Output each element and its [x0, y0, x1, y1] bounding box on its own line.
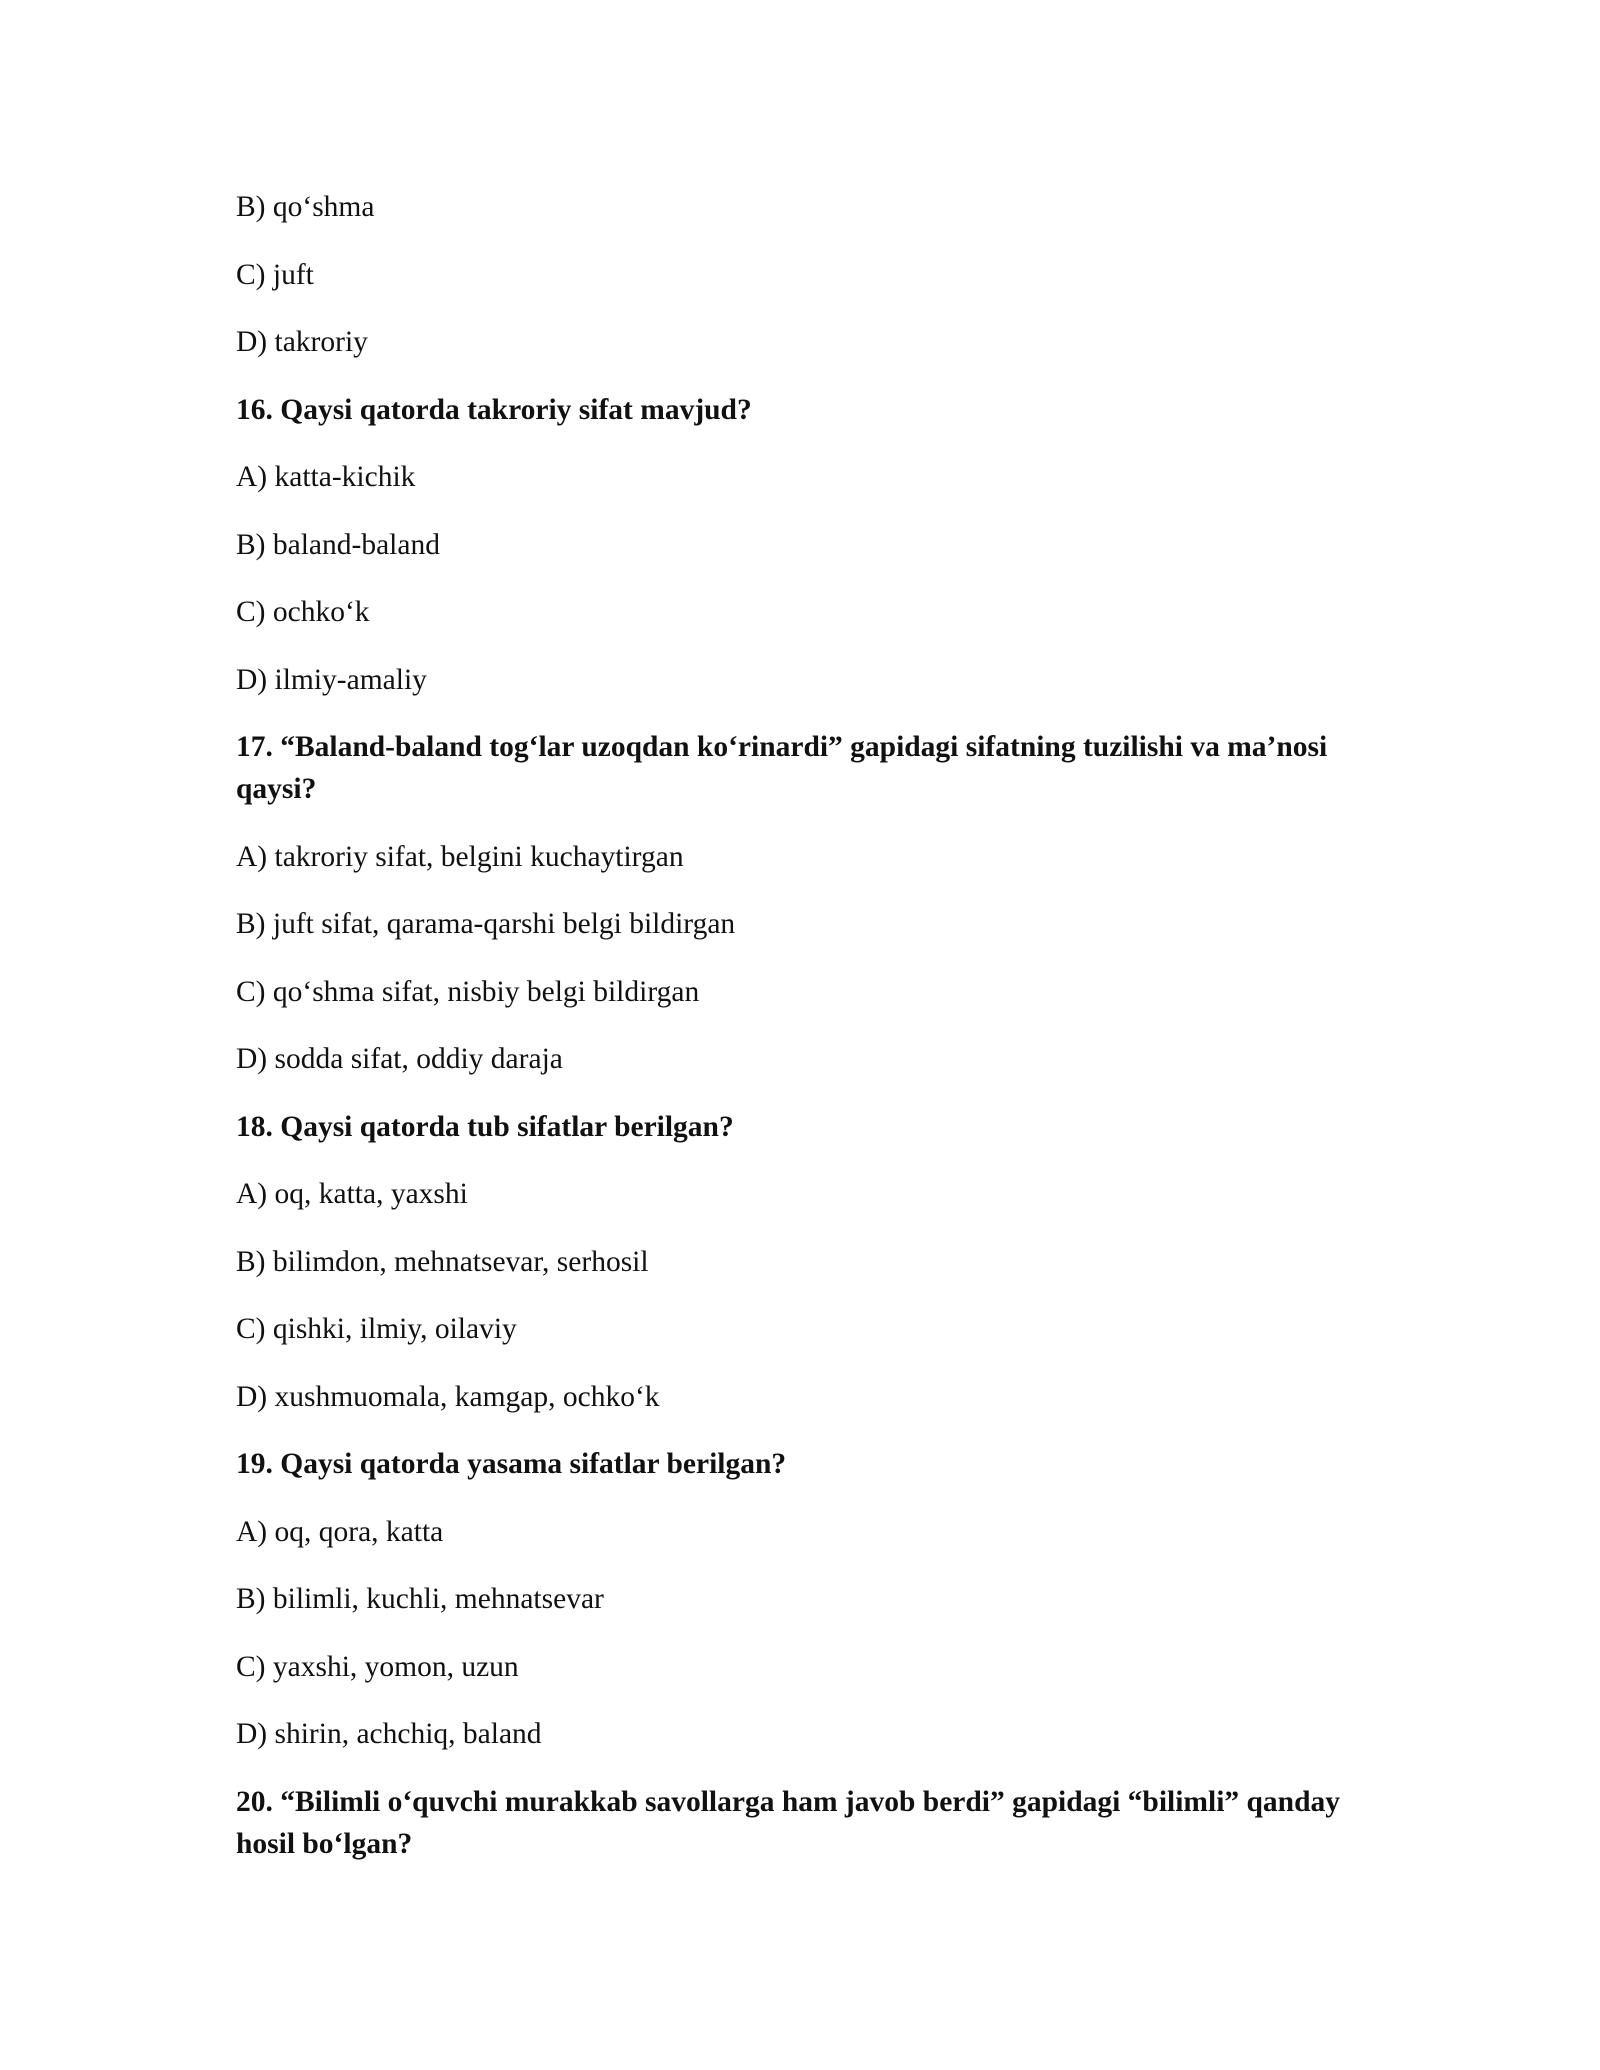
- answer-option-18b: B) bilimdon, mehnatsevar, serhosil: [236, 1245, 649, 1278]
- answer-option-19c: C) yaxshi, yomon, uzun: [236, 1650, 519, 1683]
- answer-option-18d: D) xushmuomala, kamgap, ochko‘k: [236, 1380, 660, 1413]
- question-20: 20. “Bilimli o‘quvchi murakkab savollarga ham javob berdi” gapidagi “bilimli” qanday hosil bo‘lgan?: [236, 1785, 1348, 1860]
- question-16: 16. Qaysi qatorda takroriy sifat mavjud?: [236, 393, 752, 426]
- answer-option-18c: C) qishki, ilmiy, oilaviy: [236, 1313, 517, 1345]
- answer-option-15b: B) qo‘shma: [236, 191, 375, 223]
- answer-option-19d: D) shirin, achchiq, baland: [236, 1718, 542, 1750]
- answer-option-17a: A) takroriy sifat, belgini kuchaytirgan: [236, 840, 684, 873]
- answer-option-15d: D) takroriy: [236, 326, 368, 358]
- answer-option-16c: C) ochko‘k: [236, 596, 370, 628]
- answer-option-17d: D) sodda sifat, oddiy daraja: [236, 1043, 563, 1075]
- answer-option-16d: D) ilmiy-amaliy: [236, 663, 427, 696]
- answer-option-19a: A) oq, qora, katta: [236, 1515, 444, 1548]
- answer-option-17b: B) juft sifat, qarama-qarshi belgi bildirgan: [236, 908, 736, 940]
- question-17: 17. “Baland-baland tog‘lar uzoqdan ko‘rinardi” gapidagi sifatning tuzilishi va ma’nosi qaysi?: [236, 731, 1335, 805]
- document-content: [236, 186, 1361, 1890]
- answer-option-17c: C) qo‘shma sifat, nisbiy belgi bildirgan: [236, 975, 700, 1008]
- question-19: 19. Qaysi qatorda yasama sifatlar berilgan?: [236, 1448, 787, 1480]
- answer-option-19b: B) bilimli, kuchli, mehnatsevar: [236, 1583, 604, 1615]
- answer-option-16b: B) baland-baland: [236, 528, 440, 561]
- answer-option-15c: C) juft: [236, 258, 314, 291]
- answer-option-18a: A) oq, katta, yaxshi: [236, 1178, 468, 1210]
- answer-option-16a: A) katta-kichik: [236, 461, 416, 493]
- question-18: 18. Qaysi qatorda tub sifatlar berilgan?: [236, 1110, 734, 1143]
